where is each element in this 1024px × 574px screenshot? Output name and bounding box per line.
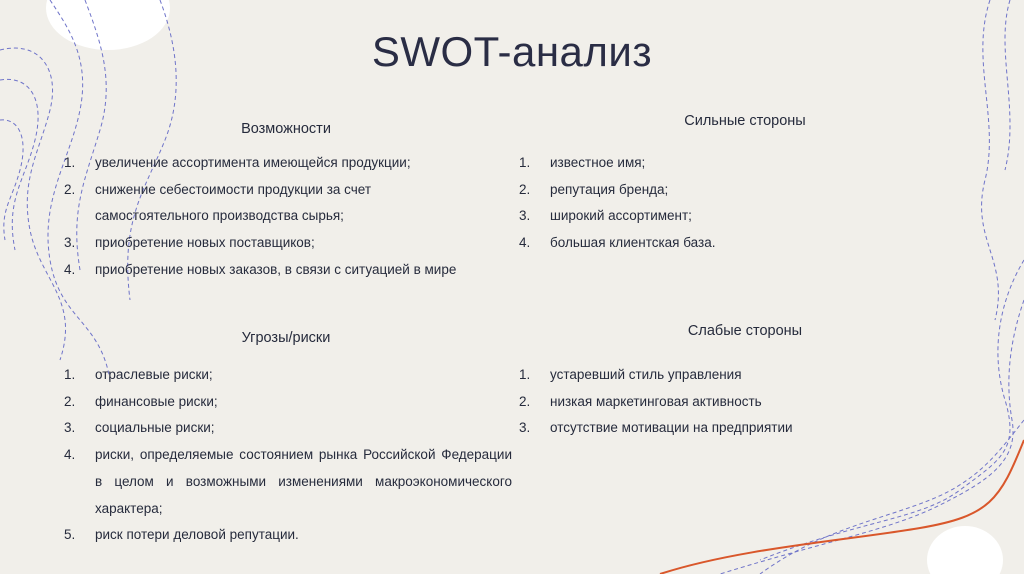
list-item: 1. известное имя; [519, 155, 646, 170]
list-item: 3. отсутствие мотивации на предприятии [519, 420, 793, 436]
list-item: 1. отраслевые риски; [64, 367, 213, 382]
opportunities-heading: Возможности [241, 121, 331, 137]
list-item: 3. широкий ассортимент; [519, 208, 692, 224]
threats-heading: Угрозы/риски [241, 330, 331, 346]
list-item: 1. увеличение ассортимента имеющейся продукции; [64, 155, 411, 170]
list-item: 2. финансовые риски; [64, 393, 218, 409]
list-item: 4. риски, определяемые состоянием рынка Российской Федерации в целом и возможными изменениями макроэкономического характера; [64, 447, 512, 516]
list-item: 1. устаревший стиль управления [519, 367, 742, 382]
list-item: 2. репутация бренда; [519, 181, 669, 197]
list-item: 4. приобретение новых заказов, в связи с ситуацией в мире [64, 261, 457, 277]
list-item: 3. социальные риски; [64, 420, 215, 436]
list-item: 3. приобретение новых поставщиков; [64, 235, 315, 251]
list-item: 2. снижение себестоимости продукции за счет самостоятельного производства сырья; [64, 181, 372, 224]
list-item: 4. большая клиентская база. [519, 235, 716, 251]
right-contour-lines [720, 0, 1024, 574]
strengths-list [519, 150, 839, 257]
list-item: 5. риск потери деловой репутации. [64, 527, 299, 543]
page-title: SWOT-анализ [371, 28, 653, 75]
opportunities-list [64, 150, 484, 284]
threats-list [64, 362, 512, 549]
strengths-heading: Сильные стороны [684, 113, 806, 129]
bottom-right-blob [927, 526, 1003, 574]
weaknesses-list [519, 362, 859, 442]
weaknesses-heading: Слабые стороны [687, 323, 803, 339]
list-item: 2. низкая маркетинговая активность [519, 393, 762, 409]
